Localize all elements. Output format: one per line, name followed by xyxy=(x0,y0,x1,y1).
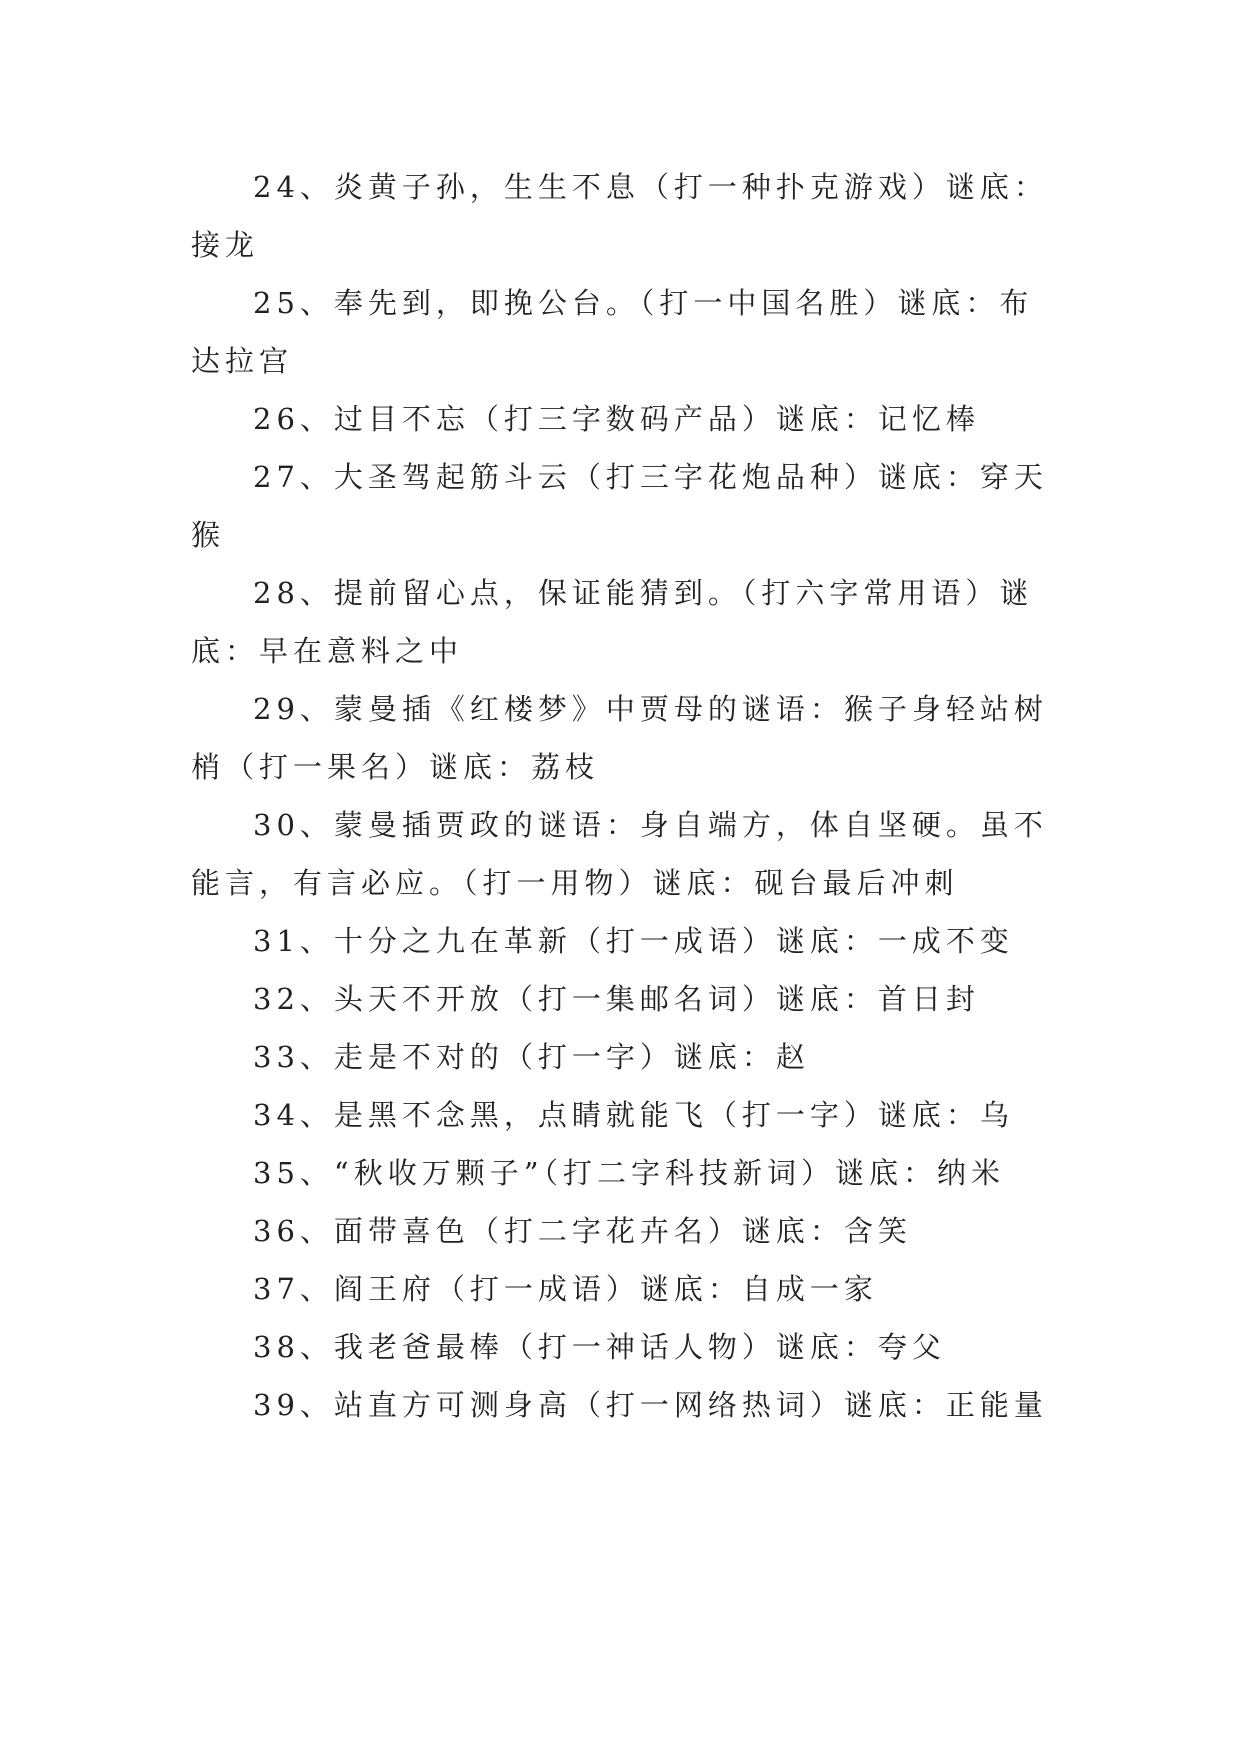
riddle-25: 25、奉先到，即挽公台。（打一中国名胜）谜底：布达拉宫 xyxy=(191,286,1034,378)
riddle-26: 26、过目不忘（打三字数码产品）谜底：记忆棒 xyxy=(253,402,980,436)
riddle-30: 30、蒙曼插贾政的谜语：身自端方，体自坚硬。虽不能言，有言必应。（打一用物）谜底：砚台最后冲刺 xyxy=(191,808,1048,900)
riddle-38: 38、我老爸最棒（打一神话人物）谜底：夸父 xyxy=(253,1330,946,1364)
riddle-24: 24、炎黄子孙，生生不息（打一种扑克游戏）谜底：接龙 xyxy=(191,170,1048,262)
riddle-28: 28、提前留心点，保证能猜到。（打六字常用语）谜底：早在意料之中 xyxy=(191,576,1034,668)
riddle-34: 34、是黑不念黑，点睛就能飞（打一字）谜底：乌 xyxy=(253,1098,1014,1132)
riddle-31: 31、十分之九在革新（打一成语）谜底：一成不变 xyxy=(253,924,1014,958)
riddle-29: 29、蒙曼插《红楼梦》中贾母的谜语：猴子身轻站树梢（打一果名）谜底：荔枝 xyxy=(191,692,1048,784)
riddle-33: 33、走是不对的（打一字）谜底：赵 xyxy=(253,1040,810,1074)
riddle-27: 27、大圣驾起筋斗云（打三字花炮品种）谜底：穿天猴 xyxy=(191,460,1048,552)
riddle-37: 37、阎王府（打一成语）谜底：自成一家 xyxy=(253,1272,878,1306)
riddle-35: 35、“秋收万颗子”（打二字科技新词）谜底：纳米 xyxy=(253,1156,1006,1190)
riddle-39: 39、站直方可测身高（打一网络热词）谜底：正能量 xyxy=(253,1388,1048,1422)
riddle-32: 32、头天不开放（打一集邮名词）谜底：首日封 xyxy=(253,982,980,1016)
riddle-36: 36、面带喜色（打二字花卉名）谜底：含笑 xyxy=(253,1214,912,1248)
riddle-list xyxy=(191,158,1061,1434)
